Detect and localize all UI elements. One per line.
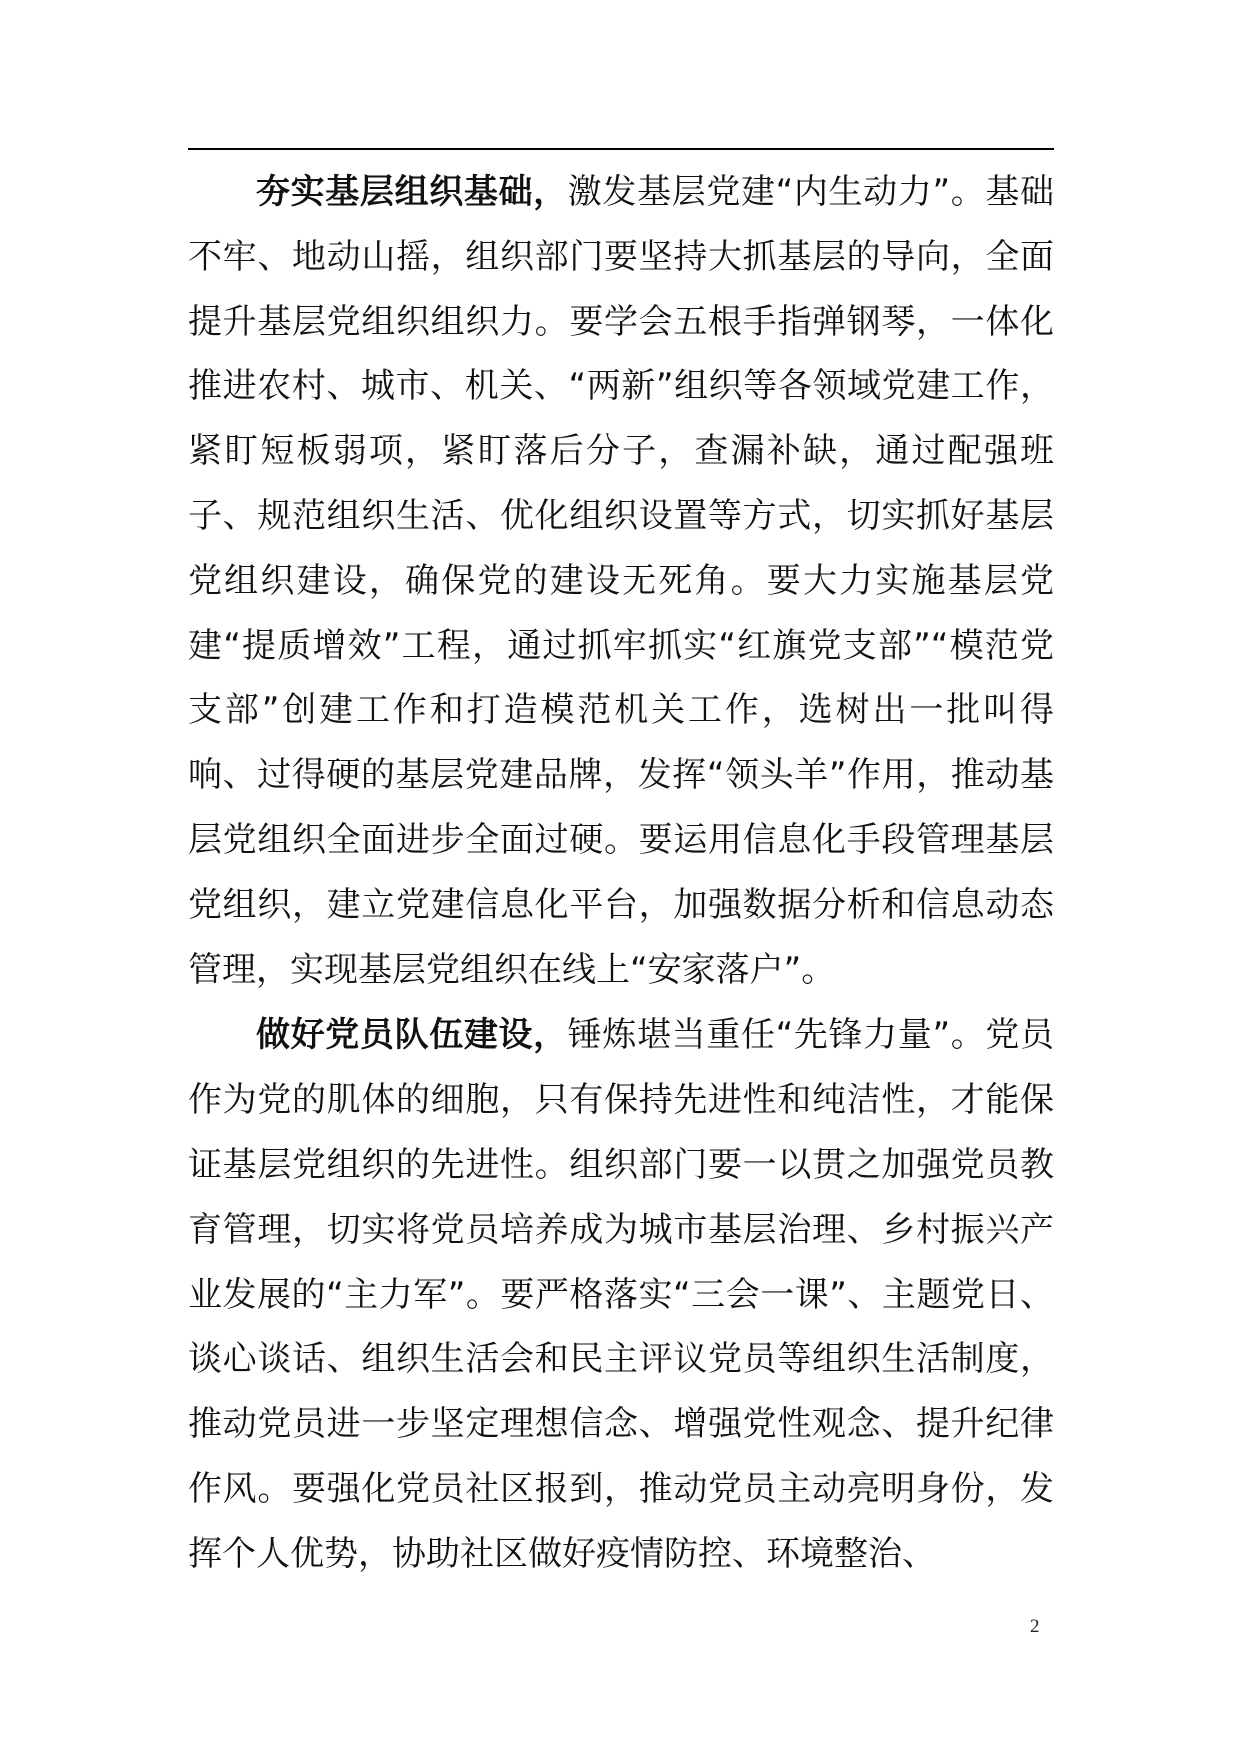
header-rule: [188, 148, 1054, 150]
paragraph-text: 激发基层党建“内生动力”。基础不牢、地动山摇，组织部门要坚持大抓基层的导向，全面提升基层党组织组织力。要学会五根手指弹钢琴，一体化推进农村、城市、机关、“两新”组织等各领域党建工作，紧盯短板弱项，紧盯落后分子，查漏补缺，通过配强班子、规范组织生活、优化组织设置等方式，切实抓好基层党组织建设，确保党的建设无死角。要大力实施基层党建“提质增效”工程，通过抓牢抓实“红旗党支部”“模范党支部”创建工作和打造模范机关工作，选树出一批叫得响、过得硬的基层党建品牌，发挥“领头羊”作用，推动基层党组织全面进步全面过硬。要运用信息化手段管理基层党组织，建立党建信息化平台，加强数据分析和信息动态管理，实现基层党组织在线上“安家落户”。: [188, 172, 1054, 990]
paragraph-grassroots-organization: [188, 160, 1054, 1002]
paragraph-party-member-team: [188, 1003, 1054, 1586]
paragraph-lead: 夯实基层组织基础，: [256, 172, 568, 212]
paragraph-lead: 做好党员队伍建设，: [256, 1015, 568, 1056]
page-number: 2: [1030, 1616, 1040, 1637]
paragraph-text: 锤炼堪当重任“先锋力量”。党员作为党的肌体的细胞，只有保持先进性和纯洁性，才能保证基层党组织的先进性。组织部门要一以贯之加强党员教育管理，切实将党员培养成为城市基层治理、乡村振兴产业发展的“主力军”。要严格落实“三会一课”、主题党日、谈心谈话、组织生活会和民主评议党员等组织生活制度，推动党员进一步坚定理想信念、增强党性观念、提升纪律作风。要强化党员社区报到，推动党员主动亮明身份，发挥个人优势，协助社区做好疫情防控、环境整治、: [188, 1015, 1054, 1574]
body-text: [188, 160, 1054, 1587]
